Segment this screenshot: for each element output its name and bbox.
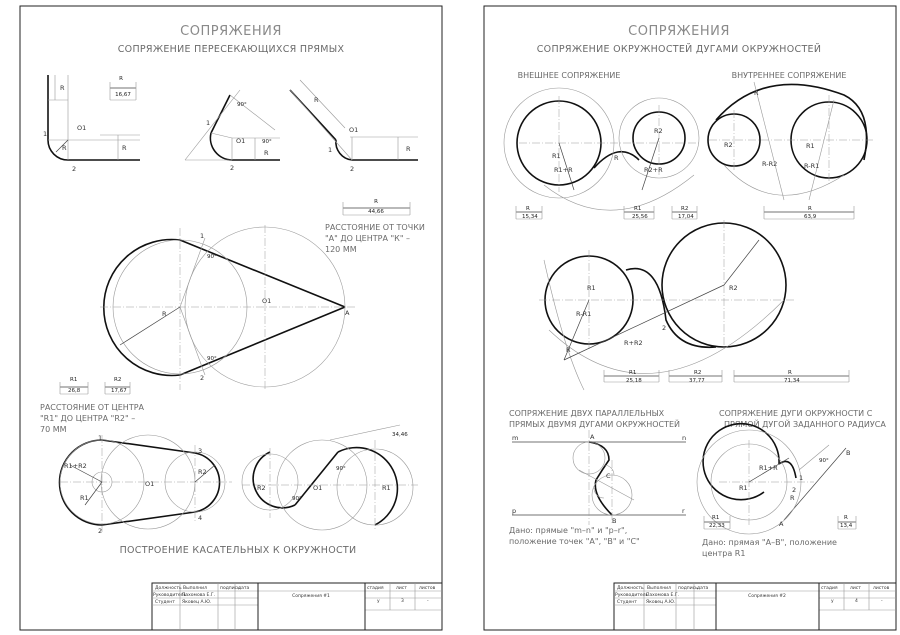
caption-tangents: ПОСТРОЕНИЕ КАСАТЕЛЬНЫХ К ОКРУЖНОСТИ [119,545,357,556]
sheet-title-right: СОПРЯЖЕНИЯ [628,24,730,39]
tb-row2-role: Студент [155,600,175,605]
label-r2-mix: R2 [729,284,738,292]
tb2-head-date: дата [697,586,709,591]
dim-25-18: 25,18 [626,378,642,384]
tb2-head-sheets: листов [873,586,890,591]
label-r2-int: R2 [724,141,733,149]
arc-line-title: СОПРЯЖЕНИЕ ДУГИ ОКРУЖНОСТИ С ПРЯМОЙ ДУГОЙ ЗАДАННОГО РАДИУСА [719,409,886,429]
label-2-tangent: 2 [200,374,205,382]
dim-13-4: 13,4 [840,523,853,529]
tb2-stage: у [831,599,834,604]
tb2-head-done: Выполнил [647,586,671,591]
label-r-int: R [754,89,759,97]
label-2-acute: 2 [230,164,235,172]
tb-sheets: - [427,599,429,604]
tb2-head-role: Должность [617,586,644,591]
label-c-parallel: C [606,472,611,480]
tb-head-stage: стадия [367,586,384,591]
label-4-belt: 4 [198,514,203,522]
label-2: 2 [72,165,77,173]
label-90-acute-a: 90° [237,102,247,108]
label-90-cross-a: 90° [292,496,302,502]
label-r-obtuse-top: R [314,96,319,104]
tb2-sheet: 4 [855,599,858,604]
label-r2r-ext: R2+R [644,166,663,174]
label-r2-ext: R2 [654,127,663,135]
tb2-row2-role: Студент [617,600,637,605]
note-distance-a-k: РАССТОЯНИЕ ОТ ТОЧКИ "А" ДО ЦЕНТРА "К" – 120 ММ [325,223,425,254]
dim-r-639: R [808,206,812,212]
tb-stage: у [377,599,380,604]
right-drawing [454,0,900,635]
label-1-obtuse: 1 [328,146,333,154]
label-o1-tangent: O1 [262,297,272,305]
tb-row2-name: Яковец А.Ю. [182,600,212,605]
dim-34-46: 34,46 [392,432,408,438]
label-n: n [682,434,687,442]
dim-r-134: R [844,515,848,521]
dim-r-label: R [119,76,123,82]
label-1-belt: 1 [98,434,103,442]
sheet-subtitle: СОПРЯЖЕНИЕ ПЕРЕСЕКАЮЩИХСЯ ПРЯМЫХ [117,44,345,55]
label-r1-arc: R1 [739,484,748,492]
label-r2-cross: R2 [257,484,266,492]
tb-doc-name: Сопряжения #1 [292,594,330,599]
label-r1-ext: R1 [552,152,561,160]
dim-16-67: 16,67 [115,92,131,98]
drawing-sheet-right [454,0,900,635]
tb-head-sheet: лист [396,586,407,591]
label-rr1-mix: R-R1 [576,310,592,318]
dim-r1-2556: R1 [634,206,642,212]
dim-r-1534: R [526,206,530,212]
sheet-frame [20,6,442,630]
tb2-doc-name: Сопряжения #2 [748,594,786,599]
dim-44-66: 44,66 [368,209,384,215]
external-conjugation [504,88,699,210]
label-r-tangent: R [162,310,167,318]
dim-22-33: 22,33 [709,523,725,529]
dim-r1-2233: R1 [712,515,720,521]
label-r-arc: R [790,494,795,502]
mixed-conjugation [539,220,794,390]
dim-17-67: 17,67 [111,388,127,394]
tb2-row1-name: Пахомова Е.Г. [646,593,679,598]
label-90-tangent-b: 90° [207,356,217,362]
label-2-mix: 2 [662,324,667,332]
internal-conjugation [708,82,874,200]
parallel-lines-conjugation [512,430,686,525]
dim-r2-1704: R2 [681,206,689,212]
label-90-arc: 90° [819,458,829,464]
label-a-point: A [345,309,350,317]
internal-tangents [242,425,418,530]
label-a-parallel: A [590,433,595,441]
label-r1-int: R1 [806,142,815,150]
external-title: ВНЕШНЕЕ СОПРЯЖЕНИЕ [517,71,621,80]
tb-head-date: дата [238,586,250,591]
dim-71-34: 71,34 [784,378,800,384]
dim-63-9: 63,9 [804,214,817,220]
label-o1-obtuse: O1 [349,126,359,134]
label-90-acute-b: 90° [262,139,272,145]
label-1: 1 [43,130,48,138]
label-m: m [512,434,519,442]
tb2-row1-role: Руководитель [615,593,649,598]
label-a-arc: A [779,520,784,528]
tb2-head-sheet: лист [850,586,861,591]
tb-row1-role: Руководитель [153,593,187,598]
label-r1-cross: R1 [382,484,391,492]
label-r1-r2-belt: R1+R2 [64,462,87,470]
sheet-title: СОПРЯЖЕНИЯ [180,24,282,39]
dim-15-34: 15,34 [522,214,538,220]
label-o1-acute: O1 [236,137,246,145]
label-1-arc: 1 [799,474,804,482]
tb2-head-stage: стадия [821,586,838,591]
dim-26-8: 26,8 [68,388,81,394]
label-r-line: r [682,507,685,515]
tb-row1-name: Пахомова Е.Г. [182,593,215,598]
dim-r-7134: R [788,370,792,376]
label-b-parallel: B [612,517,617,525]
dim-r2-3777: R2 [694,370,702,376]
tb-sheet: 3 [401,599,404,604]
label-1-acute: 1 [206,119,211,127]
dim-r-44: R [374,199,378,205]
label-r-obtuse: R [406,145,411,153]
dim-17-04: 17,04 [678,214,694,220]
internal-title: ВНУТРЕННЕЕ СОПРЯЖЕНИЕ [731,71,847,80]
dim-25-56: 25,56 [632,214,648,220]
given-parallel: Дано: прямые "m–n" и "p–r", положение точек "А", "В" и "С" [509,526,640,546]
tb2-sheets: - [881,599,883,604]
tb-head-role: Должность [155,586,182,591]
dim-37-77: 37,77 [689,378,705,384]
label-rr2-int: R-R2 [762,160,778,168]
parallel-title: СОПРЯЖЕНИЕ ДВУХ ПАРАЛЛЕЛЬНЫХ ПРЯМЫХ ДВУМЯ ДУГАМИ ОКРУЖНОСТЕЙ [509,409,681,429]
label-o1-cross: O1 [313,484,323,492]
label-r-radius: R [62,144,67,152]
label-r1r-arc: R1+R [759,464,778,472]
label-1-tangent: 1 [200,232,205,240]
tb2-head-sign: подпись [678,586,698,591]
tb-head-done: Выполнил [183,586,207,591]
label-2-obtuse: 2 [350,165,355,173]
label-o1: O1 [77,124,87,132]
label-b-arc: B [846,449,851,457]
given-arc: Дано: прямая "А–В", положение центра R1 [702,538,837,558]
sheet-subtitle-right: СОПРЯЖЕНИЕ ОКРУЖНОСТЕЙ ДУГАМИ ОКРУЖНОСТЕЙ [536,44,822,55]
label-r-acute: R [264,149,269,157]
label-r-mix: R [566,346,571,354]
label-o1-belt: O1 [145,480,155,488]
label-2-arc: 2 [792,486,797,494]
note-distance-r1-r2: РАССТОЯНИЕ ОТ ЦЕНТРА "R1" ДО ЦЕНТРА "R2" – 70 ММ [40,403,144,434]
dim-r1-2518: R1 [629,370,637,376]
dim-r2-label: R2 [114,377,122,383]
label-r1r-ext: R1+R [554,166,573,174]
fillet-obtuse-angle [290,80,418,160]
label-3-belt: 3 [198,447,203,455]
label-90-cross-b: 90° [336,466,346,472]
label-rr1-int: R-R1 [804,162,820,170]
label-r-ext: R [614,154,619,162]
label-2-belt: 2 [98,527,103,535]
label-r1-belt: R1 [80,494,89,502]
label-r2-belt: R2 [198,468,207,476]
tb2-row2-name: Яковец А.Ю. [646,600,676,605]
label-p: p [512,507,517,515]
label-r1-mix: R1 [587,284,596,292]
label-r-side: R [122,144,127,152]
label-90-tangent-a: 90° [207,254,217,260]
tangent-from-point [100,225,355,390]
tb-head-sign: подпись [220,586,240,591]
dim-r1-label: R1 [70,377,78,383]
label-r: R [60,84,65,92]
tb-head-sheets: листов [419,586,436,591]
arc-line-conjugation [697,424,846,534]
label-r1r2-mix: R+R2 [624,339,643,347]
